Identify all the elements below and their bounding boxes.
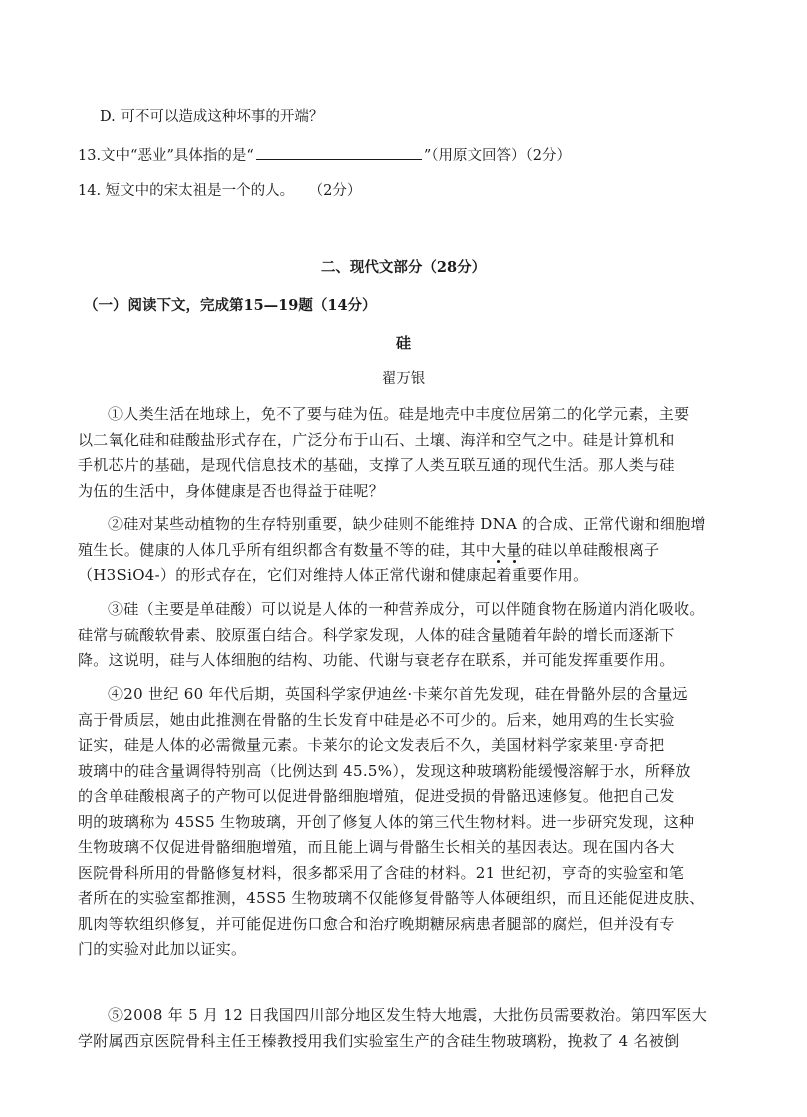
paragraph-line: 生物玻璃不仅促进骨骼细胞增殖，而且能上调与骨骼生长相关的基因表达。现在国内各大	[78, 838, 675, 856]
paragraph-line: 以二氧化硅和硅酸盐形式存在，广泛分布于山石、土壤、海洋和空气之中。硅是计算机和	[78, 430, 675, 449]
paragraph-line: 者所在的实验室都推测，45S5 生物玻璃不仅能修复骨骼等人体硬组织，而且还能促进皮肤、	[78, 889, 705, 907]
paragraph-line: ④20 世纪 60 年代后期，英国科学家伊迪丝·卡莱尔首先发现，硅在骨骼外层的含量远	[108, 685, 688, 703]
paragraph-line: ①人类生活在地球上，免不了要与硅为伍。硅是地壳中丰度位居第二的化学元素，主要	[108, 405, 690, 423]
text-segment: 的硅以单硅酸根离子	[521, 540, 660, 559]
subsection-title: （一）阅读下文，完成第15—19题（14分）	[84, 297, 377, 314]
paragraph-line: 证实，硅是人体的必需微量元素。卡莱尔的论文发表后不久，美国材料学家莱里·亨奇把	[78, 736, 665, 754]
emphasis-dot-char: 大	[491, 540, 507, 559]
paragraph-line: （H3SiO4-）的形式存在，它们对维持人体正常代谢和健康起着重要作用。	[78, 566, 589, 584]
paragraph-line: 为伍的生活中，身体健康是否也得益于硅呢？	[78, 481, 385, 500]
paragraph-line: ③硅（主要是单硅酸）可以说是人体的一种营养成分，可以伴随食物在肠道内消化吸收。	[108, 600, 705, 618]
paragraph-line: 医院骨科所用的骨骼修复材料，很多都采用了含硅的材料。21 世纪初，亨奇的实验室和笔	[78, 863, 685, 882]
question-13-prefix: 13.文中“恶业”具体指的是“	[78, 148, 254, 164]
paragraph-5	[78, 1003, 732, 1054]
paragraph-3	[78, 597, 732, 674]
question-13	[78, 145, 571, 166]
paragraph-line: 手机芯片的基础，是现代信息技术的基础，支撑了人类互联互通的现代生活。那人类与硅	[78, 456, 675, 474]
question-14: 14. 短文中的宋太祖是一个的人。 （2分）	[78, 183, 362, 199]
paragraph-line: 降。这说明，硅与人体细胞的结构、功能、代谢与衰老存在联系，并可能发挥重要作用。	[78, 651, 675, 669]
paragraph-line	[78, 538, 732, 564]
article-title: 硅	[395, 334, 411, 352]
paragraph-2	[78, 512, 732, 589]
paragraph-line: 肌肉等软组织修复，并可能促进伤口愈合和治疗晚期糖尿病患者腿部的腐烂，但并没有专	[78, 914, 675, 933]
paragraph-line: ⑤2008 年 5 月 12 日我国四川部分地区发生特大地震，大批伤员需要救治。第四军医大	[108, 1006, 708, 1024]
paragraph-line: 门的实验对此加以证实。	[78, 940, 247, 958]
text-segment: 殖生长。健康的人体几乎所有组织都含有数量不等的硅，其中	[78, 540, 492, 559]
paragraph-line: 玻璃中的硅含量调得特别高（比例达到 45.5%），发现这种玻璃粉能缓慢溶解于水，所释放	[78, 761, 691, 780]
paragraph-1	[78, 402, 732, 504]
paragraph-line: 明的玻璃称为 45S5 生物玻璃，开创了修复人体的第三代生物材料。进一步研究发现，这种	[78, 812, 695, 831]
answer-blank[interactable]	[256, 145, 422, 160]
article-author: 翟万银	[381, 371, 426, 387]
question-12-option-d: D. 可不可以造成这种坏事的开端？	[100, 109, 324, 125]
paragraph-line: 硅常与硫酸软骨素、胶原蛋白结合。科学家发现，人体的硅含量随着年龄的增长而逐渐下	[78, 625, 675, 644]
section-title: 二、现代文部分（28分）	[320, 259, 487, 276]
paragraph-line: ②硅对某些动植物的生存特别重要，缺少硅则不能维持 DNA 的合成、正常代谢和细胞增	[108, 515, 706, 533]
paragraph-line: 高于骨质层，她由此推测在骨骼的生长发育中硅是必不可少的。后来，她用鸡的生长实验	[78, 710, 675, 729]
paragraph-line: 的含单硅酸根离子的产物可以促进骨骼细胞增殖，促进受损的骨骼迅速修复。他把自己发	[78, 787, 675, 805]
question-13-suffix: ”（用原文回答）（2分）	[423, 148, 571, 164]
paragraph-4	[78, 682, 732, 963]
paragraph-line: 学附属西京医院骨科主任王榛教授用我们实验室生产的含硅生物玻璃粉，挽救了 4 名被倒	[78, 1031, 680, 1050]
emphasis-dot-char: 量	[506, 540, 522, 559]
